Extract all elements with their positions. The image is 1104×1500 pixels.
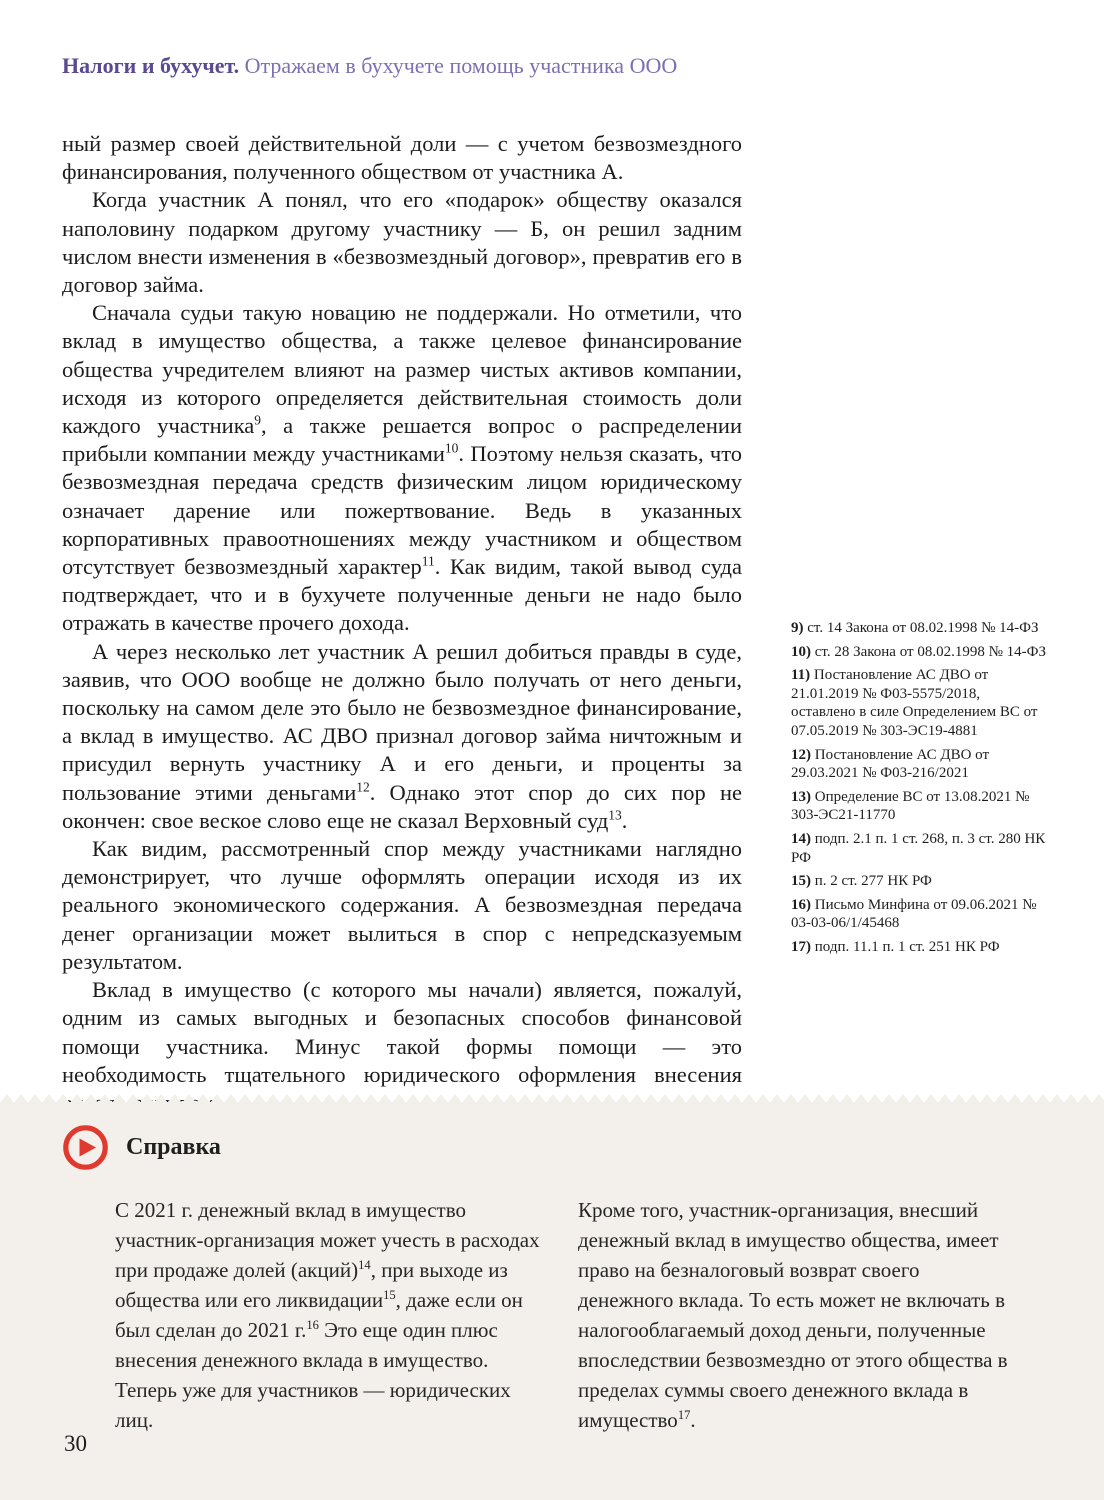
article-paragraph: А через несколько лет участник А решил добиться правды в суде, заявив, что ООО вообще не должно было получать от него деньги, поскольку на самом деле это было не безвозмездное финансирование, а вклад в имущество. АС ДВО признал договор займа ничтожным и присудил вернуть участнику А и его деньги, и проценты за пользование этими деньгами$^{12}$. Однако этот спор до сих пор не окончен: свое веское слово еще не сказал Верховный суд$^{13}$. bbox=[62, 638, 742, 833]
footnote-item bbox=[791, 872, 1047, 891]
footnote-number: 17) bbox=[791, 938, 811, 955]
footnote-text: Определение ВС от 13.08.2021 № 303-ЭС21-11770 bbox=[791, 788, 1030, 824]
footnote-number: 16) bbox=[791, 896, 811, 913]
footnote-item bbox=[791, 896, 1047, 933]
reference-heading: Справка bbox=[126, 1134, 221, 1160]
reference-column: С 2021 г. денежный вклад в имущество участник-организация может учесть в расходах при продаже долей (акций)$^{14}$, при выходе из общества или его ликвидации$^{15}$, даже если он был сделан до 2021 г.$^{16}$ Это еще один плюс внесения денежного вклада в имущество. Теперь уже для участников — юридических лиц. bbox=[115, 1198, 540, 1432]
reference-box bbox=[0, 1094, 1104, 1500]
page-header bbox=[62, 52, 677, 80]
reference-heading-row bbox=[63, 1125, 221, 1170]
footnote-text: ст. 14 Закона от 08.02.1998 № 14-ФЗ bbox=[807, 620, 1039, 636]
footnote-item bbox=[791, 938, 1047, 957]
article-paragraph: Вклад в имущество (с которого мы начали) является, пожалуй, одним из самых выгодных и безопасных способов финансовой помощи участника. Минус такой формы помощи — это необходимость тщательного юридического оформления внесения bbox=[62, 977, 742, 1087]
article-paragraph: Когда участник А понял, что его «подарок» обществу оказался наполовину подарком другому участнику — Б, он решил задним числом внести изменения в «безвозмездный договор», превратив его в договор займа. bbox=[62, 187, 742, 298]
footnote-text: Письмо Минфина от 09.06.2021 № 03-03-06/1/45468 bbox=[791, 896, 1037, 932]
footnote-item bbox=[791, 830, 1047, 867]
section-title: Налоги и бухучет. bbox=[62, 53, 240, 78]
article-title: Отражаем в бухучете помощь участника ООО bbox=[239, 53, 678, 78]
article-paragraph: ный размер своей действительной доли — с учетом безвозмездного финансирования, полученного обществом от участника А. bbox=[62, 131, 742, 185]
footnote-item bbox=[791, 788, 1047, 825]
footnote-number: 10) bbox=[791, 643, 811, 660]
footnote-text: Постановление АС ДВО от 29.03.2021 № Ф03-216/2021 bbox=[791, 746, 990, 782]
play-icon bbox=[63, 1125, 108, 1170]
footnotes-sidebar bbox=[791, 619, 1047, 962]
reference-columns bbox=[115, 1195, 1015, 1435]
footnote-number: 13) bbox=[791, 788, 811, 805]
article-body bbox=[62, 130, 742, 1117]
footnote-text: п. 2 ст. 277 НК РФ bbox=[814, 873, 932, 890]
footnote-item bbox=[791, 643, 1047, 662]
footnote-text: подп. 2.1 п. 1 ст. 268, п. 3 ст. 280 НК РФ bbox=[791, 830, 1046, 866]
footnote-text: подп. 11.1 п. 1 ст. 251 НК РФ bbox=[814, 938, 1000, 955]
article-paragraph: Как видим, рассмотренный спор между участниками наглядно демонстрирует, что лучше оформлять операции исходя из их реального экономического содержания. А безвозмездная передача денег организации может вылиться в спор с непредсказуемым результатом. bbox=[62, 836, 742, 974]
footnote-number: 9) bbox=[791, 620, 804, 636]
footnote-number: 12) bbox=[791, 746, 811, 763]
footnote-number: 14) bbox=[791, 830, 811, 847]
reference-column: Кроме того, участник-организация, внесший денежный вклад в имущество общества, имеет право на безналоговый возврат своего денежного вклада. То есть может не включать в налогооблагаемый доход деньги, полученные впоследствии безвозмездно от этого общества в пределах суммы своего денежного вклада в имущество$^{17}$. bbox=[578, 1198, 1008, 1432]
footnote-item bbox=[791, 666, 1047, 740]
footnote-number: 11) bbox=[791, 667, 811, 684]
footnote-text: Постановление АС ДВО от 21.01.2019 № Ф03-5575/2018, оставлено в силе Определением ВС от 07.05.2019 № 303-ЭС19-4881 bbox=[791, 667, 1038, 739]
article-paragraph: Сначала судьи такую новацию не поддержали. Но отметили, что вклад в имущество общества, а также целевое финансирование общества учредителем влияют на размер чистых активов компании, исходя из которого определяется действительная стоимость доли каждого участника$^9$, а также решается вопрос о распределении прибыли компании между участниками$^{10}$. Поэтому нельзя сказать, что безвозмездная передача средств физическим лицом юридическому означает дарение или пожертвование. Ведь в указанных корпоративных правоотношениях между участником и обществом отсутствует безвозмездный характер$^{11}$. Как видим, такой вывод суда подтверждает, что и в бухучете полученные деньги не надо было отражать в качестве прочего дохода. bbox=[62, 300, 742, 636]
footnote-item bbox=[791, 619, 1047, 638]
footnote-item bbox=[791, 746, 1047, 783]
footnote-text: ст. 28 Закона от 08.02.1998 № 14-ФЗ bbox=[814, 643, 1046, 660]
footnote-number: 15) bbox=[791, 873, 811, 890]
page-number: 30 bbox=[64, 1431, 87, 1456]
